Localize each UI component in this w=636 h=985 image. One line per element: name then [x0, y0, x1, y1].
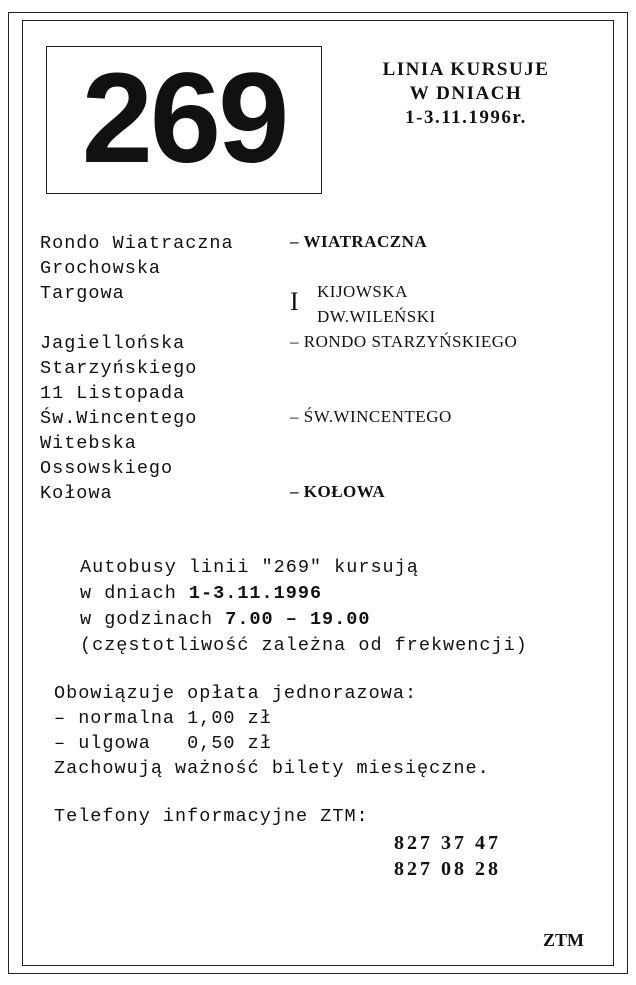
ztm-footer: ZTM	[543, 930, 585, 950]
phone-numbers	[394, 830, 501, 882]
stop-item: Witebska	[40, 433, 137, 454]
stop-list	[40, 231, 234, 506]
destination-rondo-starzynskiego: – RONDO STARZYŃSKIEGO	[290, 332, 518, 351]
service-dates: 1-3.11.1996	[188, 583, 323, 604]
stop-item: Starzyńskiego	[40, 358, 198, 379]
line-number: 269	[81, 47, 287, 190]
fare-reduced: – ulgowa 0,50 zł	[54, 733, 272, 754]
destination-wiatraczna: – WIATRACZNA	[290, 232, 428, 251]
destination-kijowska: KIJOWSKA	[317, 282, 408, 301]
bracket-icon: I	[290, 287, 299, 316]
info-line-4: (częstotliwość zależna od frekwencji)	[80, 635, 528, 656]
header-line-2: W DNIACH	[409, 83, 523, 104]
monthly-tickets-note: Zachowują ważność bilety miesięczne.	[54, 758, 490, 779]
phone-number: 827 08 28	[394, 858, 501, 880]
fare-info	[54, 681, 490, 781]
phone-number: 827 37 47	[394, 832, 501, 854]
info-line-1: Autobusy linii "269" kursują	[80, 557, 419, 578]
contact-label: Telefony informacyjne ZTM:	[54, 806, 369, 827]
line-number-box	[46, 46, 322, 194]
fare-normal: – normalna 1,00 zł	[54, 708, 272, 729]
stop-item: Grochowska	[40, 258, 162, 279]
stop-item: Ossowskiego	[40, 458, 174, 479]
fare-title: Obowiązuje opłata jednorazowa:	[54, 683, 418, 704]
service-info	[80, 555, 528, 659]
stop-item: Rondo Wiatraczna	[40, 233, 234, 254]
stop-item: 11 Listopada	[40, 383, 186, 404]
destination-sw-wincentego: – ŚW.WINCENTEGO	[290, 407, 452, 426]
info-line-3: w godzinach 7.00 – 19.00	[80, 609, 371, 630]
stop-item: Jagiellońska	[40, 333, 186, 354]
header-line-1: LINIA KURSUJE	[382, 59, 550, 80]
header-line-3: 1-3.11.1996r.	[405, 107, 527, 128]
stop-gap	[40, 306, 234, 331]
destination-kolowa: – KOŁOWA	[290, 482, 386, 501]
info-line-2: w dniach 1-3.11.1996	[80, 583, 323, 604]
stop-item: Kołowa	[40, 483, 113, 504]
stop-item: Św.Wincentego	[40, 408, 198, 429]
service-hours: 7.00 – 19.00	[225, 609, 371, 630]
stop-item: Targowa	[40, 283, 125, 304]
destination-dw-wilenski: DW.WILEŃSKI	[317, 307, 436, 326]
service-header	[346, 58, 586, 130]
